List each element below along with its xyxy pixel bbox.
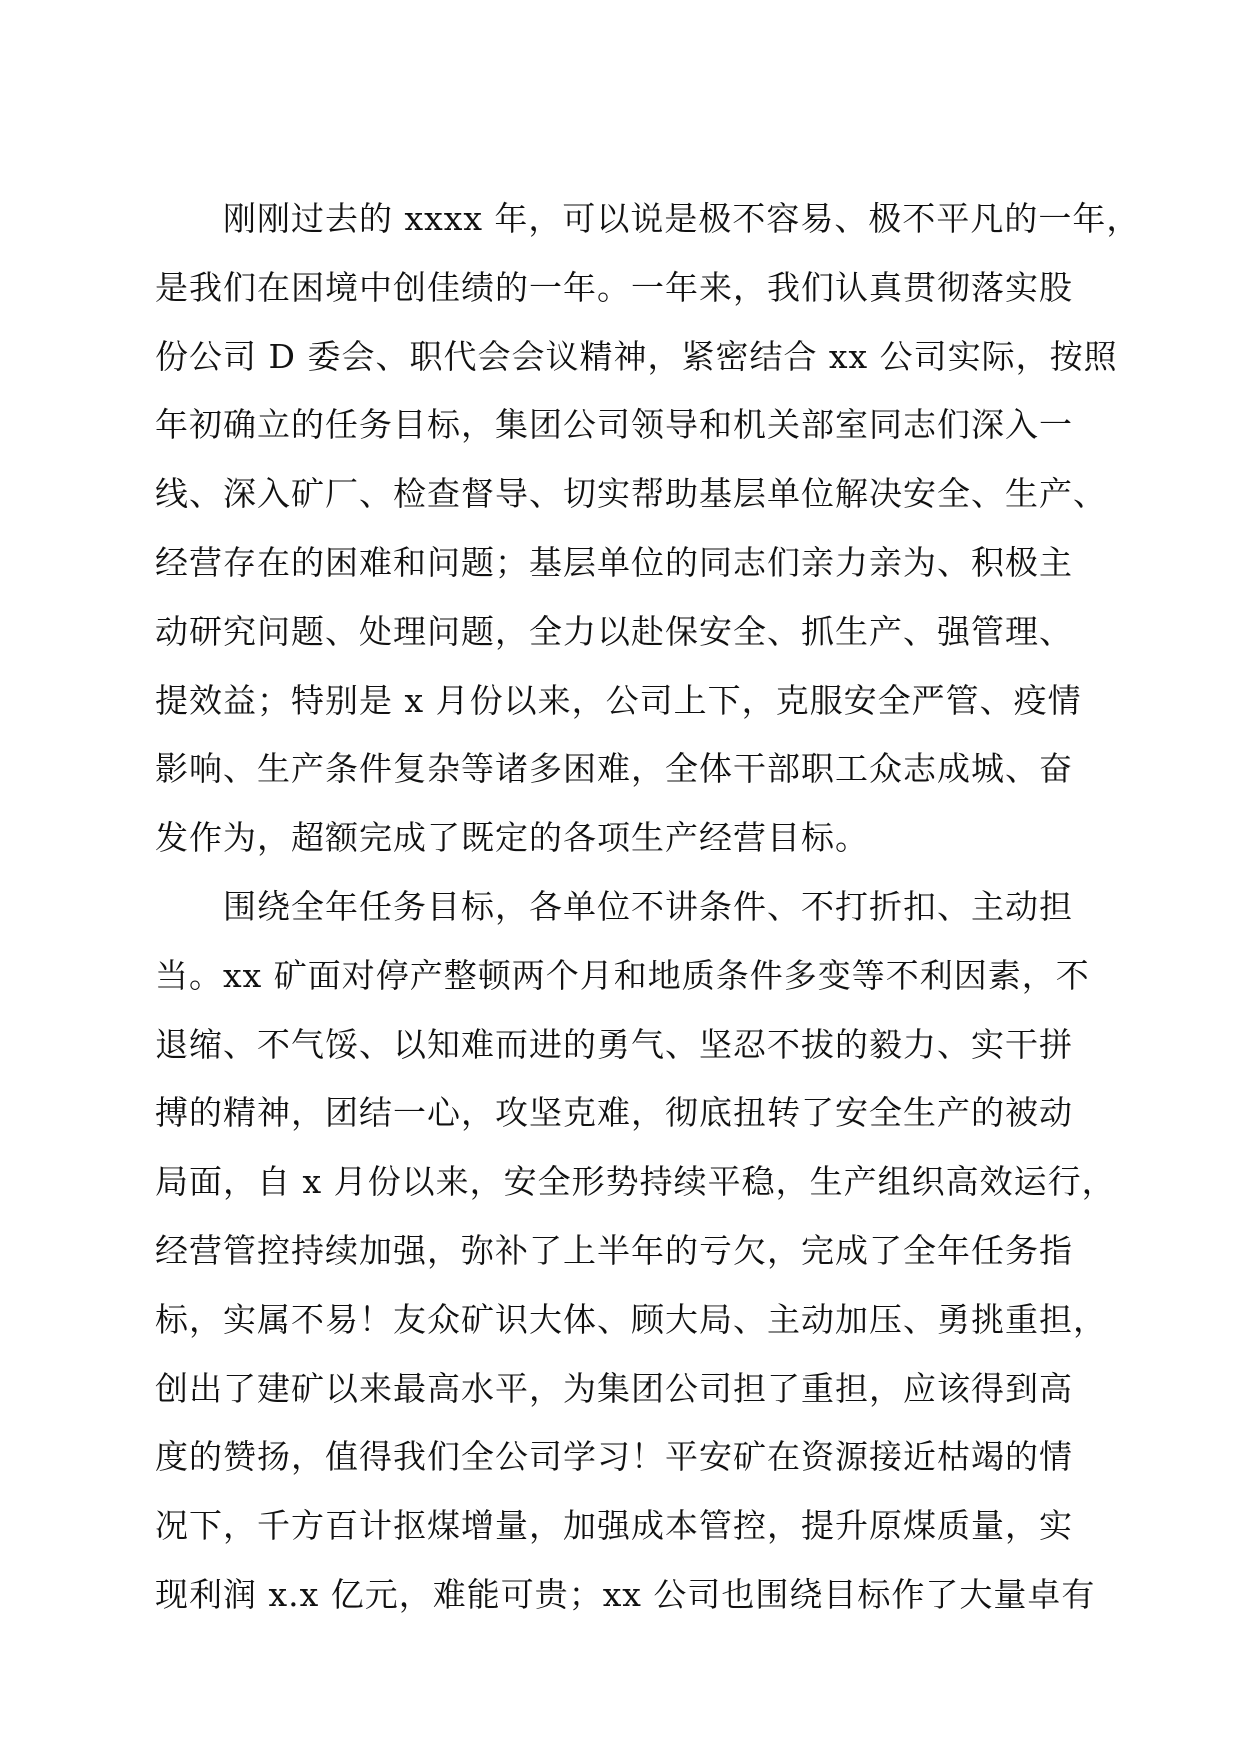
paragraph-1-line-4: 年初确立的任务目标，集团公司领导和机关部室同志们深入一 <box>155 405 1073 445</box>
paragraph-2-line-6: 经营管控持续加强，弥补了上半年的亏欠，完成了全年任务指 <box>155 1230 1073 1270</box>
paragraph-2-line-5: 局面，自 x 月份以来，安全形势持续平稳，生产组织高效运行， <box>155 1162 1116 1202</box>
paragraph-1-line-6: 经营存在的困难和问题；基层单位的同志们亲力亲为、积极主 <box>155 542 1073 582</box>
paragraph-1-line-10: 发作为，超额完成了既定的各项生产经营目标。 <box>155 818 869 858</box>
paragraph-1-line-1: 刚刚过去的 xxxx 年，可以说是极不容易、极不平凡的一年， <box>223 199 1141 238</box>
paragraph-2-line-11: 现利润 x.x 亿元，难能可贵；xx 公司也围绕目标作了大量卓有 <box>155 1574 1096 1614</box>
paragraph-1-line-9: 影响、生产条件复杂等诸多困难，全体干部职工众志成城、奋 <box>155 749 1073 789</box>
paragraph-2-line-2: 当。xx 矿面对停产整顿两个月和地质条件多变等不利因素，不 <box>155 955 1090 995</box>
paragraph-1-line-5: 线、深入矿厂、检查督导、切实帮助基层单位解决安全、生产、 <box>155 474 1107 514</box>
paragraph-2-line-10: 况下，千方百计抠煤增量，加强成本管控，提升原煤质量，实 <box>155 1506 1073 1546</box>
paragraph-2-line-8: 创出了建矿以来最高水平，为集团公司担了重担，应该得到高 <box>155 1368 1073 1408</box>
document-body <box>155 185 1141 1630</box>
paragraph-2-line-1: 围绕全年任务目标，各单位不讲条件、不打折扣、主动担 <box>223 886 1073 926</box>
paragraph-2-line-9: 度的赞扬，值得我们全公司学习！平安矿在资源接近枯竭的情 <box>155 1437 1073 1477</box>
paragraph-1-line-2: 是我们在困境中创佳绩的一年。一年来，我们认真贯彻落实股 <box>155 267 1073 307</box>
paragraph-1-line-7: 动研究问题、处理问题，全力以赴保安全、抓生产、强管理、 <box>155 611 1073 651</box>
paragraph-2-line-4: 搏的精神，团结一心，攻坚克难，彻底扭转了安全生产的被动 <box>155 1093 1073 1133</box>
paragraph-1-line-3: 份公司 D 委会、职代会会议精神，紧密结合 xx 公司实际，按照 <box>155 336 1118 376</box>
paragraph-2-line-3: 退缩、不气馁、以知难而进的勇气、坚忍不拔的毅力、实干拼 <box>155 1024 1073 1064</box>
paragraph-2-line-7: 标，实属不易！友众矿识大体、顾大局、主动加压、勇挑重担， <box>155 1299 1107 1339</box>
paragraph-1-line-8: 提效益；特别是 x 月份以来，公司上下，克服安全严管、疫情 <box>155 680 1082 720</box>
